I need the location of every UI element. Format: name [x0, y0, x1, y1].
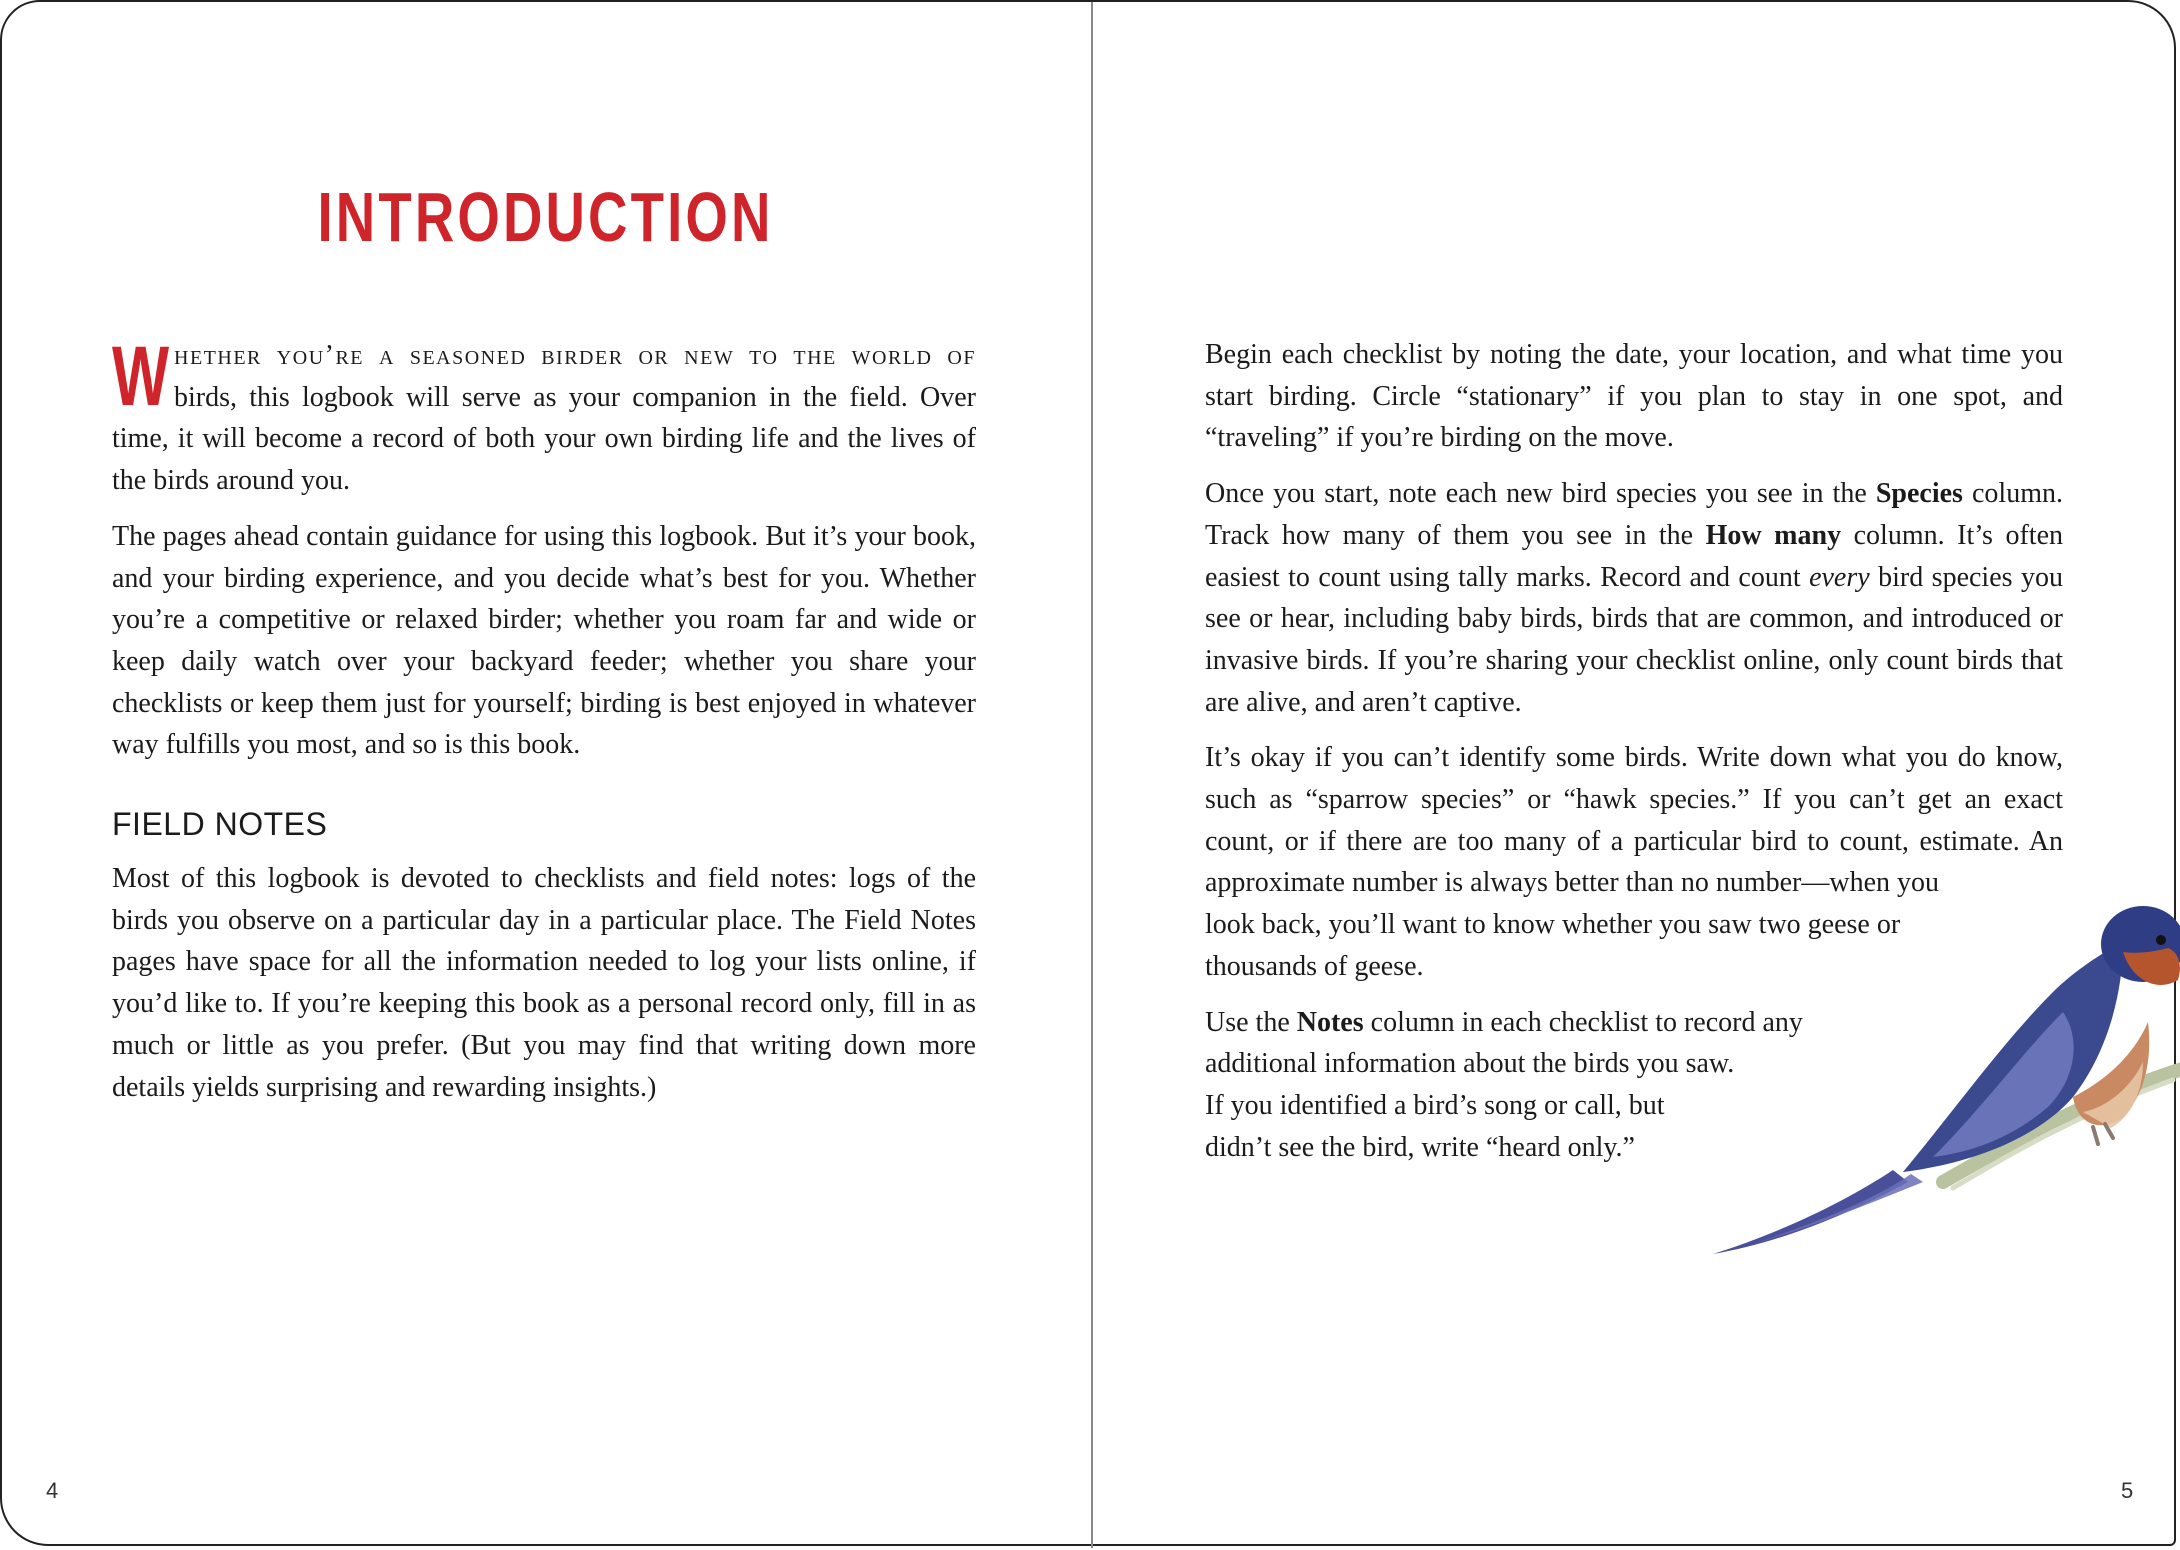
checklist-start-paragraph: Begin each checklist by noting the date, your location, and what time you start birding. Circle “stationary” if you plan to stay in one spot, and “traveling” if you’re birding on the move.: [1205, 339, 2063, 454]
intro-lead-in: hether you’re a seasoned birder or new to the world of: [174, 340, 976, 371]
wing-icon: [1903, 942, 2123, 1172]
species-text-2: column. Track how many of them you see in the: [1205, 478, 2063, 551]
notes-line-c: If you identified a bird’s song or call, but: [1205, 1089, 1665, 1121]
identify-text-main: It’s okay if you can’t identify some birds. Write down what you do know, such as “sparrow species” or “hawk species.” If you can’t get an exact count, or if there are too many of a particular bird to count, estimate. An: [1205, 742, 2063, 857]
section-heading-field-notes: FIELD NOTES: [112, 806, 328, 843]
wing-highlight-icon: [1933, 1012, 2074, 1157]
identify-text-line-d: thousands of geese.: [1205, 950, 1424, 982]
page-number-left: 4: [46, 1478, 59, 1503]
notes-column-term: Notes: [1296, 1006, 1364, 1038]
field-notes-paragraph: Most of this logbook is devoted to checklists and field notes: logs of the birds you observe on a particular day in a particular place. The Field Notes pages have space for all the information needed to log your lists online, if you’d like to. If you’re keeping this book as a personal record only, fill in as much or little as you prefer. (But you may find that writing down more details yields surprising and rewarding insights.): [112, 863, 976, 1103]
identify-text-line-b: approximate number is always better than no number—when you: [1205, 867, 1940, 899]
tail-streamer-icon: [1713, 1170, 1908, 1254]
page-number-right: 5: [2121, 1478, 2134, 1503]
left-page-body: [112, 329, 976, 1122]
left-page: [2, 2, 1091, 1548]
right-page: [1093, 2, 2178, 1548]
intro-paragraph: [112, 329, 976, 502]
species-paragraph: [1205, 473, 2063, 723]
intro-text: birds, this logbook will serve as your companion in the field. Over time, it will become a record of both your own birding life and the lives of the birds around you.: [112, 381, 976, 497]
notes-text-1: Use the: [1205, 1006, 1297, 1038]
every-emphasis: every: [1809, 561, 1870, 593]
species-text-3: column. It’s often easiest to count using tally marks. Record and count: [1205, 519, 2063, 593]
species-text-1: Once you start, note each new bird species you see in the: [1205, 478, 1876, 510]
identify-text-line-c: look back, you’ll want to know whether you saw two geese or: [1205, 909, 1901, 941]
guidance-paragraph: The pages ahead contain guidance for using this logbook. But it’s your book, and your birding experience, and you decide what’s best for you. Whether you’re a competitive or relaxed birder; whether you roam far and wide or keep daily watch over your backyard feeder; whether you share your checklists or keep them just for yourself; birding is best enjoyed in whatever way fulfills you most, and so is this book.: [112, 520, 976, 761]
species-column-term: Species: [1875, 478, 1963, 510]
notes-line-d: didn’t see the bird, write “heard only.”: [1205, 1131, 1635, 1163]
drop-cap: W: [112, 329, 170, 423]
notes-line-b: additional information about the birds you saw.: [1205, 1048, 1735, 1080]
how-many-column-term: How many: [1705, 519, 1842, 551]
eye-icon: [2156, 935, 2166, 945]
barn-swallow-illustration: [1653, 882, 2180, 1262]
notes-text-2: column in each checklist to record any: [1363, 1006, 1803, 1038]
species-text-4: bird species you see or hear, including baby birds, birds that are common, and introduced or invasive birds. If you’re sharing your checklist online, only count birds that are alive, and aren’t captive.: [1205, 561, 2063, 718]
chapter-title: INTRODUCTION: [317, 178, 774, 256]
